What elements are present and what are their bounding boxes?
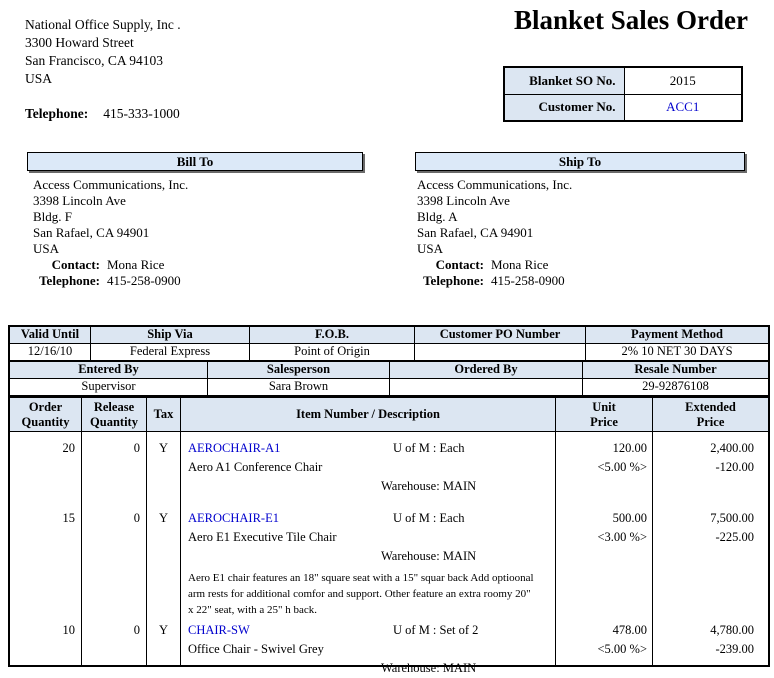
bill-to-line: Bldg. F	[33, 209, 73, 224]
ship-to-address	[417, 177, 572, 289]
item-description: Aero A1 Conference Chair	[188, 460, 323, 474]
valid-until-header: Valid Until	[10, 327, 90, 343]
item-description: Aero E1 Executive Tile Chair	[188, 530, 337, 544]
release-quantity: 0	[81, 432, 146, 502]
item-number-link[interactable]: CHAIR-SW	[188, 623, 250, 637]
terms-value-row	[10, 343, 768, 360]
salesperson-value: Sara Brown	[207, 379, 389, 395]
uom-label: U of M : Set of 2	[393, 623, 479, 637]
item-number-link[interactable]: AEROCHAIR-E1	[188, 511, 279, 525]
warehouse-label: Warehouse: MAIN	[381, 479, 477, 493]
order-quantity: 15	[62, 511, 75, 525]
entered-by-value: Supervisor	[81, 379, 136, 393]
resale-number-header: Resale Number	[582, 362, 768, 378]
warehouse-label: Warehouse: MAIN	[381, 661, 477, 675]
bill-to-line: 3398 Lincoln Ave	[33, 193, 126, 208]
ship-to-line: Access Communications, Inc.	[417, 177, 573, 192]
tax-header: Tax	[146, 398, 180, 431]
bill-to-line: USA	[33, 241, 60, 256]
unit-price-cell	[555, 614, 652, 665]
extended-discount: -225.00	[715, 530, 754, 544]
terms-value-row-2	[10, 378, 768, 395]
company-name: National Office Supply, Inc .	[25, 17, 181, 32]
order-quantity-header: Order Quantity	[21, 399, 70, 429]
payment-method-header: Payment Method	[585, 327, 768, 343]
item-description-cell	[180, 614, 555, 675]
bill-to-telephone-label: Telephone:	[39, 273, 100, 288]
blanket-so-number-value: 2015	[624, 67, 742, 94]
terms-header-row	[10, 327, 768, 343]
release-quantity-header: Release Quantity	[81, 398, 146, 431]
fob-value: Point of Origin	[249, 344, 414, 360]
company-block	[25, 16, 181, 123]
unit-price: 500.00	[612, 511, 647, 525]
company-telephone-value: 415-333-1000	[103, 106, 180, 121]
ship-to-line: 3398 Lincoln Ave	[417, 193, 510, 208]
valid-until-value: 12/16/10	[27, 344, 73, 358]
extended-price-cell	[652, 502, 768, 614]
uom-label: U of M : Each	[393, 441, 465, 455]
ordered-by-value	[389, 379, 582, 395]
line-items-table	[8, 396, 770, 675]
bill-to-address	[33, 177, 188, 289]
bill-to-line: San Rafael, CA 94901	[33, 225, 150, 240]
ship-to-telephone-value: 415-258-0900	[491, 273, 565, 288]
tax-flag: Y	[146, 614, 180, 665]
unit-price: 120.00	[612, 441, 647, 455]
uom-label: U of M : Each	[393, 511, 465, 525]
extended-discount: -120.00	[715, 460, 754, 474]
item-long-description: Aero E1 chair features an 18" square seat with a 15" squar back Add optioonal arm rests for additional comfor and support. Other feature an extra roomy 20" x 22" seat, with a 25" h back.	[188, 572, 534, 616]
items-header-row	[10, 398, 768, 432]
tax-flag: Y	[146, 432, 180, 502]
salesperson-header: Salesperson	[207, 362, 389, 378]
customer-po-value	[414, 344, 585, 360]
terms-table	[8, 325, 770, 397]
payment-method-value: 2% 10 NET 30 DAYS	[585, 344, 768, 360]
bill-to-header: Bill To	[27, 152, 363, 171]
extended-price-header: Extended Price	[652, 398, 768, 431]
discount-percent: <5.00 %>	[597, 642, 647, 656]
bill-to-line: Access Communications, Inc.	[33, 177, 189, 192]
ship-via-header: Ship Via	[90, 327, 249, 343]
unit-price-header: Unit Price	[555, 398, 652, 431]
ship-to-line: San Rafael, CA 94901	[417, 225, 534, 240]
release-quantity: 0	[81, 502, 146, 614]
entered-by-header: Entered By	[10, 362, 207, 378]
discount-percent: <3.00 %>	[597, 530, 647, 544]
extended-discount: -239.00	[715, 642, 754, 656]
fob-header: F.O.B.	[249, 327, 414, 343]
ship-to-line: USA	[417, 241, 444, 256]
release-quantity: 0	[81, 614, 146, 665]
customer-number-link[interactable]: ACC1	[624, 94, 742, 121]
bill-to-contact-label: Contact:	[51, 257, 100, 272]
blanket-so-number-label: Blanket SO No.	[504, 67, 624, 94]
item-number-description-header: Item Number / Description	[180, 398, 555, 431]
ship-to-contact-label: Contact:	[435, 257, 484, 272]
customer-number-label: Customer No.	[504, 94, 624, 121]
ordered-by-header: Ordered By	[389, 362, 582, 378]
ship-to-line: Bldg. A	[417, 209, 458, 224]
company-address-line-2: San Francisco, CA 94103	[25, 53, 163, 68]
item-number-link[interactable]: AEROCHAIR-A1	[188, 441, 281, 455]
unit-price-cell	[555, 502, 652, 614]
customer-po-header: Customer PO Number	[414, 327, 585, 343]
ship-to-telephone-label: Telephone:	[423, 273, 484, 288]
ship-to-contact-value: Mona Rice	[491, 257, 549, 272]
company-telephone-label: Telephone:	[25, 106, 89, 121]
warehouse-label: Warehouse: MAIN	[381, 549, 477, 563]
order-quantity: 20	[62, 441, 75, 455]
terms-header-row-2	[10, 360, 768, 378]
extended-price-cell	[652, 432, 768, 502]
unit-price-cell	[555, 432, 652, 502]
order-quantity: 10	[62, 623, 75, 637]
extended-price: 2,400.00	[710, 441, 754, 455]
item-row	[10, 614, 768, 675]
resale-number-value: 29-92876108	[582, 379, 768, 395]
extended-price: 4,780.00	[710, 623, 754, 637]
company-address-line-1: 3300 Howard Street	[25, 35, 134, 50]
bill-to-telephone-value: 415-258-0900	[107, 273, 181, 288]
discount-percent: <5.00 %>	[597, 460, 647, 474]
item-description: Office Chair - Swivel Grey	[188, 642, 324, 656]
extended-price: 7,500.00	[710, 511, 754, 525]
item-description-cell	[180, 432, 555, 502]
bill-to-contact-value: Mona Rice	[107, 257, 165, 272]
item-row	[10, 432, 768, 502]
item-row	[10, 502, 768, 614]
unit-price: 478.00	[612, 623, 647, 637]
table-row	[504, 67, 742, 94]
table-row	[504, 94, 742, 121]
order-number-table	[503, 66, 743, 122]
extended-price-cell	[652, 614, 768, 665]
ship-via-value: Federal Express	[90, 344, 249, 360]
item-description-cell	[180, 502, 555, 614]
document-title: Blanket Sales Order	[514, 5, 748, 35]
company-country: USA	[25, 71, 53, 86]
ship-to-header: Ship To	[415, 152, 745, 171]
tax-flag: Y	[146, 502, 180, 614]
